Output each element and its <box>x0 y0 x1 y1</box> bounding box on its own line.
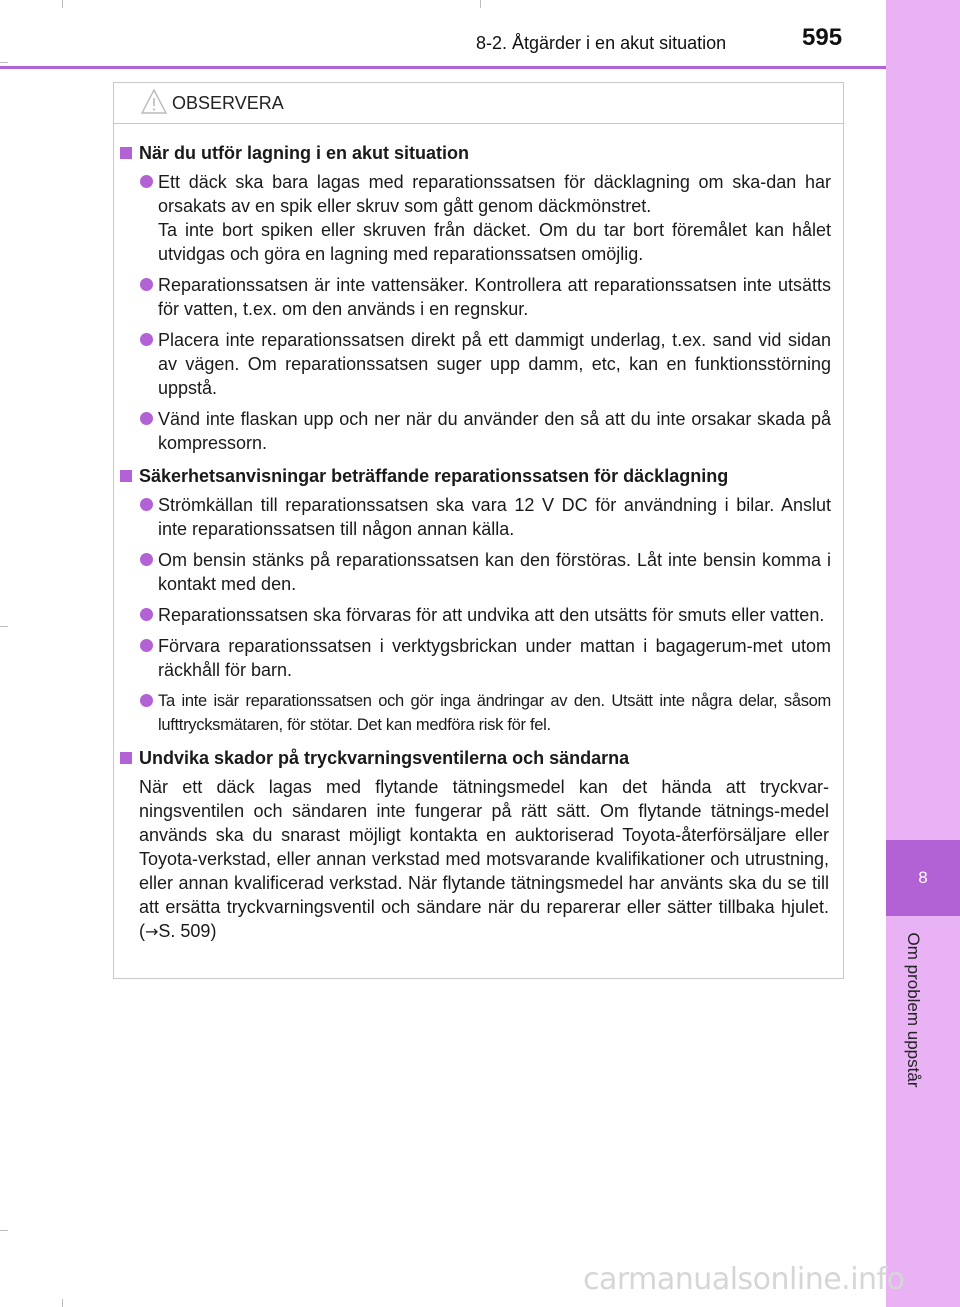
circle-bullet-icon <box>140 608 153 621</box>
crop-mark <box>0 1230 8 1231</box>
warning-title: OBSERVERA <box>172 93 284 113</box>
section-heading: När du utför lagning i en akut situation <box>114 139 843 167</box>
warning-box <box>113 82 844 979</box>
chapter-tab <box>886 840 960 916</box>
paragraph: När ett däck lagas med flytande tätningsmedel kan det hända att tryckvar-ningsventilen och sändaren inte fungerar på rätt sätt. Om flytande tätnings-medel används ska du snarast möjligt kontakta en auktoriserad Toyota-återförsäljare eller Toyota-verkstad, eller annan verkstad med motsvarande kvalifikationer och utrustning, eller annan kvalificerad verkstad. När flytande tätningsmedel har använts ska du se till att ersätta tryckvarningsventil och sändare när du reparerar eller sätter tillbaka hjulet. (→S. 509) <box>139 777 829 941</box>
circle-bullet-icon <box>140 639 153 652</box>
header-rule <box>0 66 886 69</box>
square-bullet-icon <box>120 470 132 482</box>
chapter-title: Om problem uppstår <box>904 932 923 1088</box>
crop-mark <box>0 62 8 63</box>
section-heading: Undvika skador på tryckvarningsventilerna och sändarna <box>114 744 843 772</box>
warning-triangle-icon <box>140 88 168 116</box>
list-item: Om bensin stänks på reparationssatsen kan den förstöras. Låt inte bensin komma i kontakt med den. <box>114 548 843 596</box>
circle-bullet-icon <box>140 412 153 425</box>
sidebar-band-bottom <box>886 916 960 1307</box>
list-item: Ett däck ska bara lagas med reparationssatsen för däcklagning om ska-dan har orsakats av en spik eller skruv som gått genom däckmönstret. Ta inte bort spiken eller skruven från däcket. Om du tar bort föremålet kan hålet utvidgas och göra en lagning med reparationssatsen omöjlig. <box>114 170 843 266</box>
list-item: Reparationssatsen är inte vattensäker. Kontrollera att reparationssatsen inte utsätts för vatten, t.ex. om den används i en regnskur. <box>114 273 843 321</box>
circle-bullet-icon <box>140 553 153 566</box>
circle-bullet-icon <box>140 175 153 188</box>
list-item: Ta inte isär reparationssatsen och gör inga ändringar av den. Utsätt inte några delar, såsom lufttrycksmätaren, för stötar. Det kan medföra risk för fel. <box>114 689 843 737</box>
square-bullet-icon <box>120 147 132 159</box>
section-heading: Säkerhetsanvisningar beträffande reparationssatsen för däcklagning <box>114 462 843 490</box>
crop-mark <box>480 0 481 8</box>
crop-mark <box>0 626 8 627</box>
list-item: Strömkällan till reparationssatsen ska vara 12 V DC för användning i bilar. Anslut inte reparationssatsen till någon annan källa. <box>114 493 843 541</box>
list-item: Placera inte reparationssatsen direkt på ett dammigt underlag, t.ex. sand vid sidan av vägen. Om reparationssatsen suger upp damm, etc, kan en funktionsstörning uppstå. <box>114 328 843 400</box>
circle-bullet-icon <box>140 333 153 346</box>
warning-header <box>114 83 843 124</box>
right-arrow-icon: → <box>145 922 159 941</box>
square-bullet-icon <box>120 752 132 764</box>
sidebar-band-top <box>886 0 960 840</box>
list-item: Vänd inte flaskan upp och ner när du använder den så att du inte orsakar skada på kompressorn. <box>114 407 843 455</box>
circle-bullet-icon <box>140 694 153 707</box>
page-reference-link[interactable]: S. 509) <box>158 921 217 941</box>
list-item: Förvara reparationssatsen i verktygsbrickan under mattan i bagagerum-met utom räckhåll för barn. <box>114 634 843 682</box>
page-number: 595 <box>802 24 843 51</box>
circle-bullet-icon <box>140 498 153 511</box>
watermark: carmanualsonline.info <box>583 1262 905 1297</box>
warning-content <box>114 139 843 944</box>
running-header: 8-2. Åtgärder i en akut situation <box>476 33 727 53</box>
circle-bullet-icon <box>140 278 153 291</box>
chapter-number: 8 <box>918 868 928 887</box>
crop-mark <box>62 1299 63 1307</box>
crop-mark <box>62 0 63 8</box>
list-item: Reparationssatsen ska förvaras för att undvika att den utsätts för smuts eller vatten. <box>114 603 843 627</box>
